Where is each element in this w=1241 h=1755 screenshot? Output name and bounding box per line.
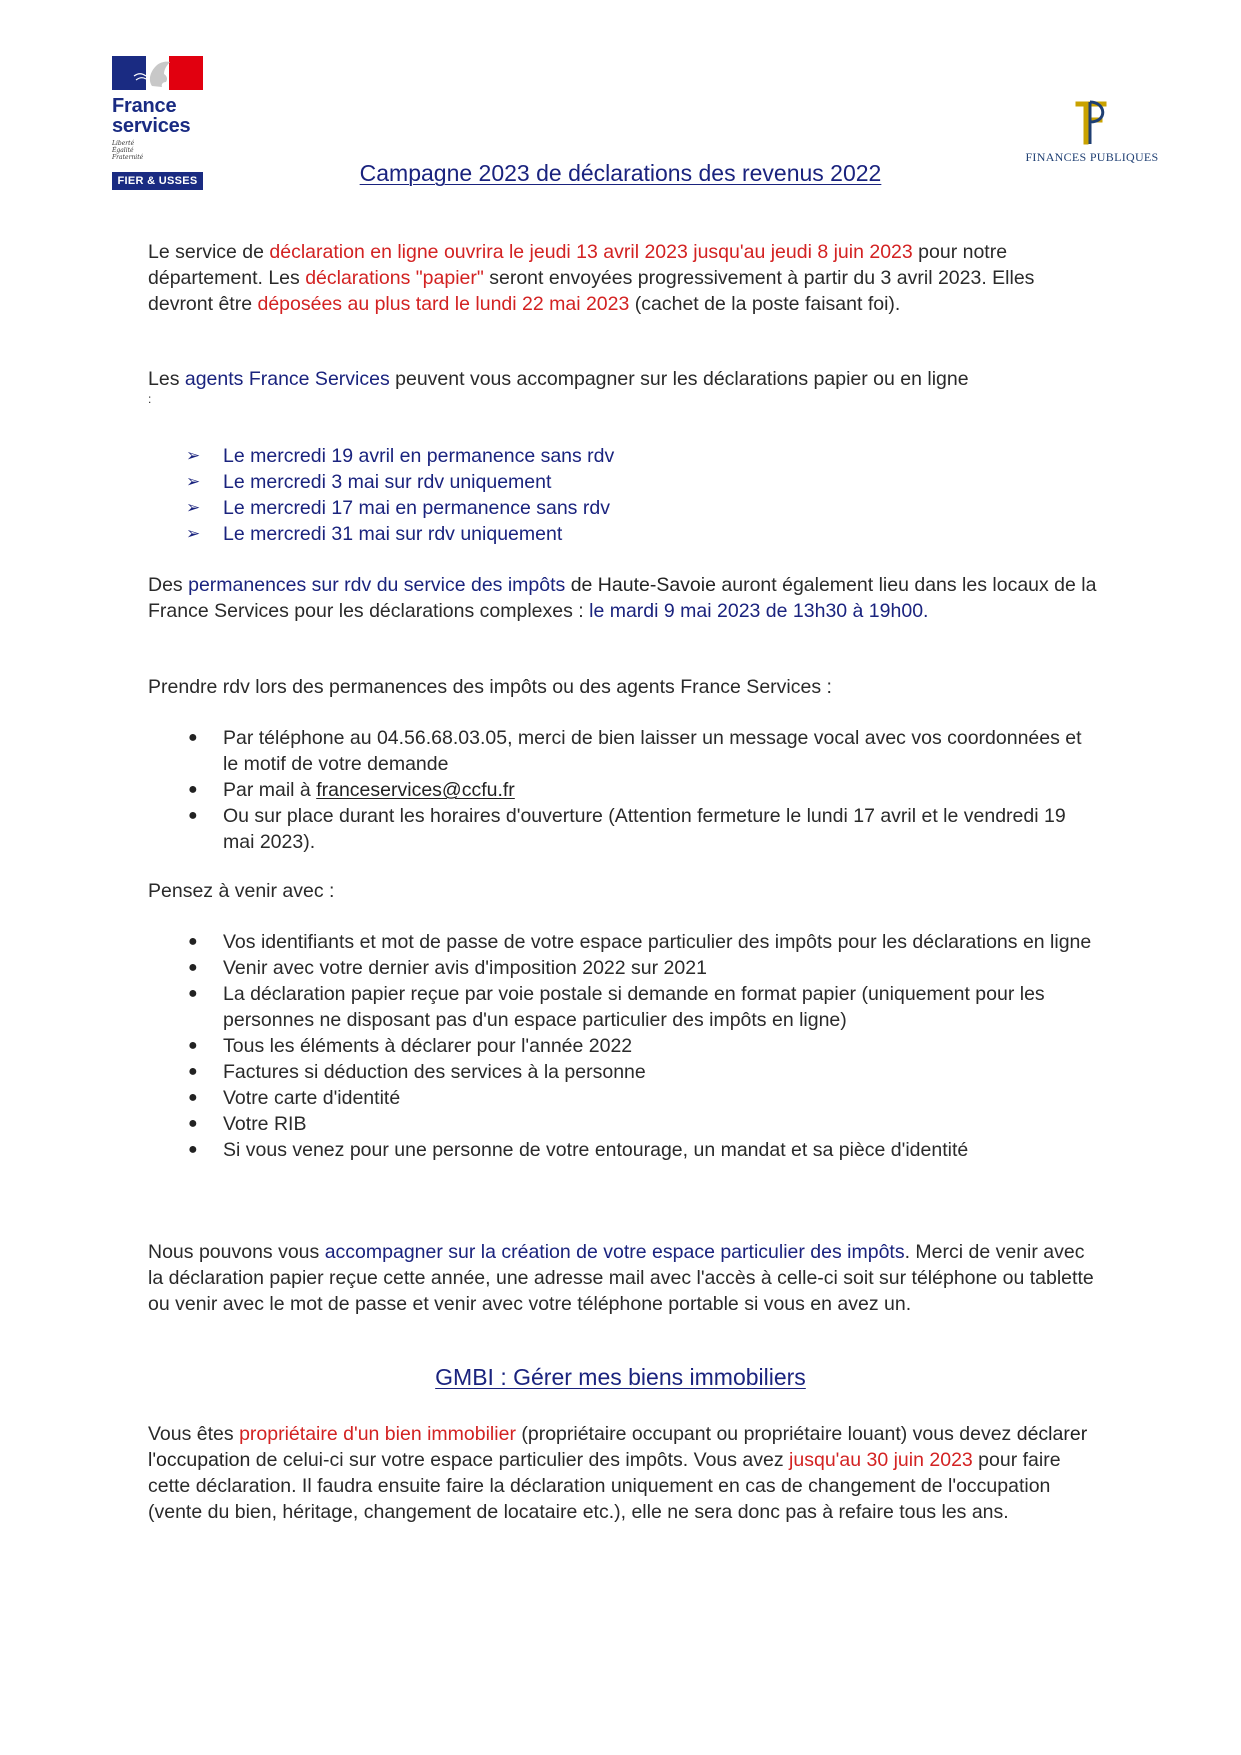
bring-item: La déclaration papier reçue par voie postale si demande en format papier (uniquement pour les personnes ne disposant pas d'un espace particulier des impôts en ligne) — [223, 983, 1045, 1031]
list-item — [148, 469, 1098, 495]
intro-paragraph — [148, 239, 1098, 317]
rdv-mail-prefix: Par mail à — [223, 779, 317, 801]
devise-egalite: Égalité — [112, 147, 134, 154]
bring-item: Votre RIB — [223, 1113, 307, 1135]
perm-text-1: Des — [148, 574, 189, 596]
agents-paragraph — [148, 366, 1098, 406]
permanences-paragraph — [148, 572, 1098, 624]
fp-logo-text: FINANCES PUBLIQUES — [1025, 150, 1159, 164]
arrow-bullet-icon: ➢ — [186, 446, 201, 465]
account-text-1: Nous pouvons vous — [148, 1241, 325, 1263]
agents-colon: : — [148, 392, 152, 406]
arrow-bullet-icon: ➢ — [186, 498, 201, 517]
fp-monogram-icon — [1072, 98, 1112, 146]
list-item — [148, 1085, 1098, 1111]
list-item — [148, 495, 1098, 521]
intro-deadline: au plus tard le lundi 22 mai 2023 — [342, 293, 630, 315]
bullet-icon: ● — [188, 933, 198, 950]
bullet-icon: ● — [188, 1141, 198, 1158]
list-item — [148, 777, 1098, 803]
bring-item: Venir avec votre dernier avis d'imposition 2022 sur 2021 — [223, 957, 707, 979]
bring-intro — [148, 878, 1098, 904]
rdv-intro-text: Prendre rdv lors des permanences des impôts ou des agents France Services : — [148, 676, 832, 698]
gmbi-title-row — [0, 1364, 1241, 1391]
account-text-3: . Merci de venir avec la déclaration papier reçue cette année, une adresse mail avec l'accès à celle-ci soit sur téléphone ou tablette ou venir avec le mot de passe et venir avec votre téléphone portable si vous en avez un. — [148, 1241, 1094, 1315]
dates-list — [148, 443, 1098, 547]
rdv-intro — [148, 674, 1098, 700]
bullet-icon: ● — [188, 729, 198, 746]
bring-item: Tous les éléments à déclarer pour l'année 2022 — [223, 1035, 633, 1057]
gmbi-text-7: pour faire cette déclaration. Il faudra ensuite faire la déclaration uniquement en cas de changement de l'occupation (vente du bien, héritage, changement de locataire etc.), elle ne sera donc pas à refaire tous les ans. — [148, 1449, 1061, 1523]
list-item — [148, 443, 1098, 469]
intro-text-1: Le service de — [148, 241, 270, 263]
account-paragraph — [148, 1239, 1098, 1317]
account-highlight: accompagner sur la création de votre espace particulier des impôts — [324, 1241, 905, 1263]
intro-text-5: seront envoyées progressivement à partir du 3 avril 2023. Elles devront être — [148, 267, 1035, 315]
perm-date: le mardi 9 mai 2023 de 13h30 à 19h00 — [589, 600, 924, 622]
bring-item: Si vous venez pour une personne de votre entourage, un mandat et sa pièce d'identité — [223, 1139, 969, 1161]
perm-region: de Haute-Savoie — [565, 574, 716, 596]
list-item — [148, 521, 1098, 547]
list-item — [148, 1111, 1098, 1137]
agents-text-1: Les — [148, 368, 185, 390]
intro-text-3: pour notre département. Les — [148, 241, 1008, 289]
gmbi-owner: propriétaire d'un bien immobilier — [239, 1423, 516, 1445]
devise-fraternite: Fraternité — [112, 154, 144, 161]
perm-text-4: auront également lieu dans les locaux de la France Services pour les déclarations complexes : — [148, 574, 1097, 622]
gmbi-deadline: jusqu'au 30 juin 2023 — [789, 1449, 973, 1471]
intro-online-dates: déclaration en ligne ouvrira le jeudi 13 avril 2023 jusqu'au jeudi 8 juin 2023 — [269, 241, 913, 263]
gmbi-text-3: (propriétaire occupant ou propriétaire louant) vous devez — [515, 1423, 1017, 1445]
gmbi-paragraph — [148, 1421, 1098, 1525]
arrow-bullet-icon: ➢ — [186, 524, 201, 543]
logo-badge: FIER & USSES — [112, 172, 203, 190]
date-item: Le mercredi 17 mai en permanence sans rdv — [223, 497, 610, 519]
bullet-icon: ● — [188, 959, 198, 976]
gmbi-text-5: de celui-ci sur votre espace particulier des impôts. Vous avez — [250, 1449, 790, 1471]
intro-deposited: déposées — [257, 293, 343, 315]
page-title: Campagne 2023 de déclarations des revenus 2022 — [359, 160, 882, 186]
date-item: Le mercredi 3 mai sur rdv uniquement — [223, 471, 552, 493]
agents-text-3: peuvent vous accompagner sur les déclarations papier ou en ligne — [389, 368, 969, 390]
date-item: Le mercredi 19 avril en permanence sans rdv — [223, 445, 615, 467]
list-item — [148, 1059, 1098, 1085]
list-item — [148, 929, 1098, 955]
gmbi-declare: déclarer l'occupation — [148, 1423, 1088, 1471]
bullet-icon: ● — [188, 781, 198, 798]
logo-word-services: services — [112, 115, 191, 137]
bullet-icon: ● — [188, 807, 198, 824]
bring-item: Votre carte d'identité — [223, 1087, 401, 1109]
email-link[interactable]: franceservices@ccfu.fr — [316, 779, 515, 801]
intro-text-8: (cachet de la poste faisant foi). — [629, 293, 901, 315]
logo-word-france: France — [112, 95, 177, 117]
title-row — [0, 160, 1241, 187]
rdv-list — [148, 725, 1098, 855]
list-item — [148, 981, 1098, 1033]
bullet-icon: ● — [188, 1063, 198, 1080]
bring-intro-text: Pensez à venir avec : — [148, 880, 335, 902]
list-item — [148, 955, 1098, 981]
bullet-icon: ● — [188, 1115, 198, 1132]
perm-end: . — [923, 600, 929, 622]
finances-publiques-logo — [1012, 98, 1172, 168]
list-item — [148, 1137, 1098, 1163]
date-item: Le mercredi 31 mai sur rdv uniquement — [223, 523, 563, 545]
bullet-icon: ● — [188, 985, 198, 1002]
logo-devise — [112, 140, 143, 161]
list-item — [148, 803, 1098, 855]
agents-highlight: agents France Services — [184, 368, 390, 390]
arrow-bullet-icon: ➢ — [186, 472, 201, 491]
bullet-icon: ● — [188, 1037, 198, 1054]
bring-item: Factures si déduction des services à la personne — [223, 1061, 646, 1083]
bring-item: Vos identifiants et mot de passe de votre espace particulier des impôts pour les déclarations en ligne — [223, 931, 1092, 953]
devise-liberte: Liberté — [112, 140, 135, 147]
rdv-place: Ou sur place durant les horaires d'ouverture (Attention fermeture le lundi 17 avril et le vendredi 19 mai 2023). — [223, 805, 1066, 853]
gmbi-text-1: Vous êtes — [148, 1423, 240, 1445]
perm-highlight: permanences sur rdv du service des impôts — [188, 574, 566, 596]
marianne-flag-icon — [112, 56, 203, 90]
gmbi-title: GMBI : Gérer mes biens immobiliers — [435, 1364, 806, 1390]
list-item — [148, 725, 1098, 777]
intro-paper-declarations: déclarations "papier" — [305, 267, 484, 289]
list-item — [148, 1033, 1098, 1059]
bring-list — [148, 929, 1098, 1163]
bullet-icon: ● — [188, 1089, 198, 1106]
rdv-phone: Par téléphone au 04.56.68.03.05, merci de bien laisser un message vocal avec vos coordonnées et le motif de votre demande — [223, 727, 1082, 775]
